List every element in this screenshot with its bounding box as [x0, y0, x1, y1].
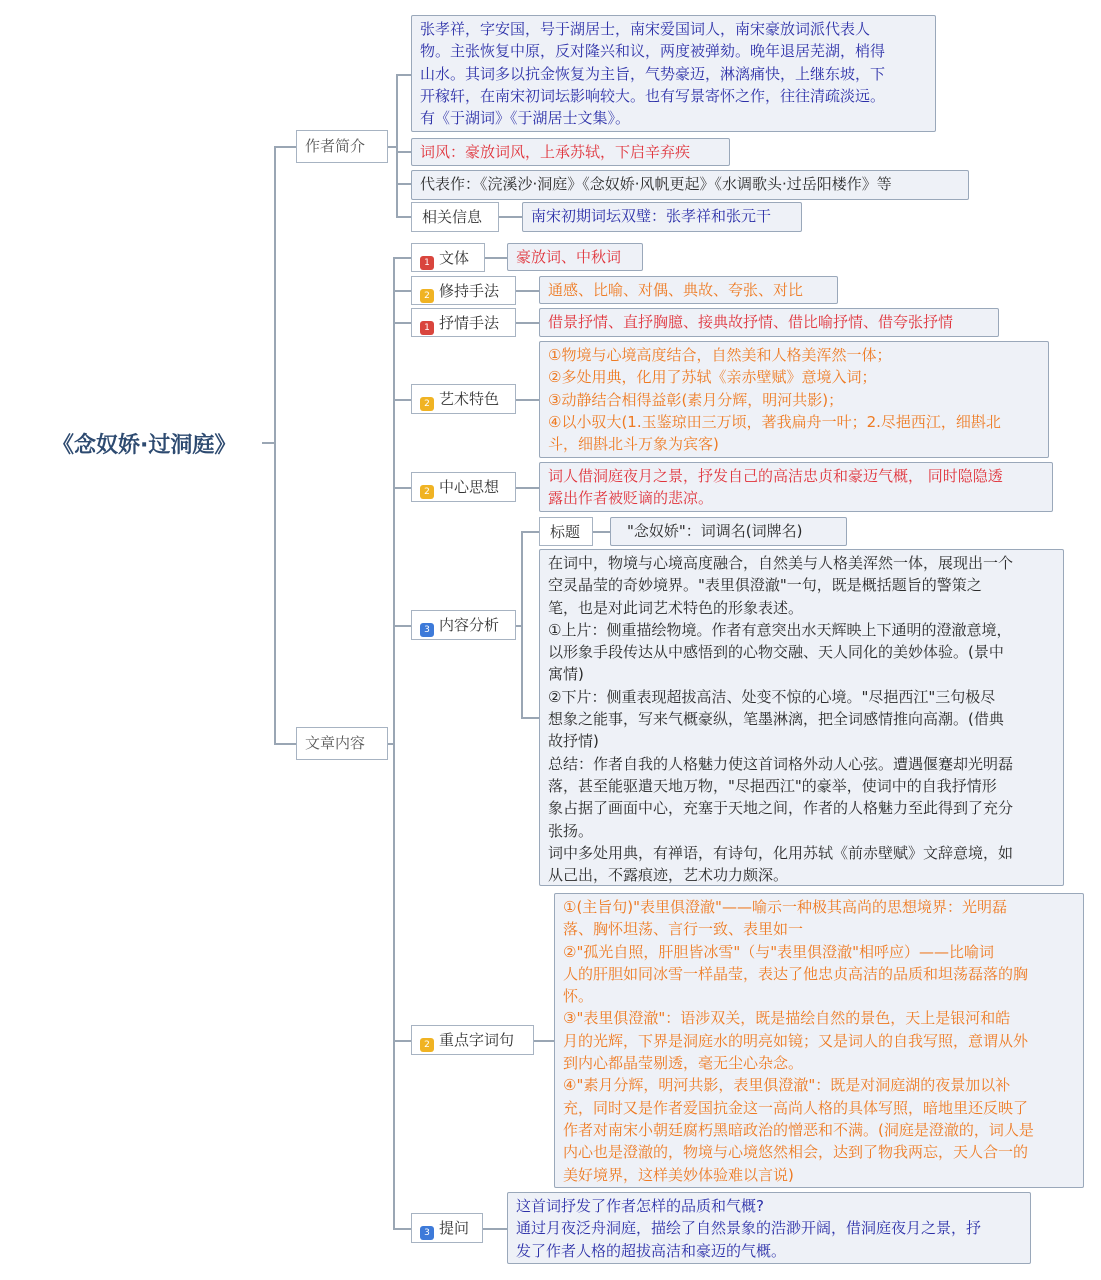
- topic-label: 文章内容: [305, 734, 366, 752]
- text-line: ④以小驭大(1.玉鉴琼田三万顷，著我扁舟一叶；2.尽挹西江，细斟北: [548, 412, 1001, 431]
- text-line: 到内心都晶莹剔透，毫无尘心杂念。: [563, 1054, 804, 1073]
- connector: [516, 399, 539, 401]
- text-line: "念奴娇"：词调名(词牌名): [627, 522, 803, 540]
- text-line: 月的光辉，下界是洞庭水的明亮如镜；又是词人的自我写照，意谓从外: [563, 1031, 1029, 1050]
- priority-3-icon: 3: [420, 623, 434, 637]
- connector: [516, 322, 539, 324]
- text-line: ②"孤光自照，肝胆皆冰雪"（与"表里俱澄澈"相呼应）——比喻词: [563, 942, 995, 961]
- topic-label: 中心思想: [439, 478, 500, 496]
- connector: [396, 74, 398, 217]
- connector: [396, 216, 411, 218]
- connector: [534, 1040, 554, 1042]
- topic-label: 修持手法: [439, 282, 500, 300]
- text-line: ①(主旨句)"表里俱澄澈"——喻示一种极其高尚的思想境界：光明磊: [563, 898, 1007, 916]
- text-line: 寓情): [548, 665, 584, 684]
- rhetoric-box[interactable]: [539, 276, 838, 304]
- text-line: 充，同时又是作者爱国抗金这一高尚人格的具体写照，暗地里还反映了: [563, 1098, 1029, 1117]
- text-line: 张扬。: [548, 821, 594, 840]
- connector: [274, 743, 296, 745]
- text-line: 内心也是澄澈的，物境与心境悠然相会，达到了物我两忘，天人合一的: [563, 1143, 1029, 1162]
- text-line: ④"素月分辉，明河共影，表里俱澄澈"：既是对洞庭湖的夜景加以补: [563, 1076, 1011, 1095]
- artistic-features-box[interactable]: [539, 341, 1049, 458]
- connector: [485, 257, 507, 259]
- topic-content-analysis[interactable]: [411, 610, 516, 640]
- text-line: 故抒情): [548, 732, 599, 751]
- central-idea-box[interactable]: [539, 462, 1053, 512]
- text-line: 从己出，不露痕迹，艺术功力颇深。: [548, 866, 789, 885]
- connector: [483, 1228, 507, 1230]
- topic-question[interactable]: [411, 1213, 483, 1243]
- topic-label: 相关信息: [422, 208, 483, 226]
- topic-article-content[interactable]: [296, 727, 388, 760]
- connector: [593, 531, 610, 533]
- connector: [262, 442, 274, 444]
- text-line: ①上片：侧重描绘物境。作者有意突出水天辉映上下通明的澄澈意境，: [548, 620, 1012, 639]
- connector: [396, 183, 411, 185]
- lyric-method-box[interactable]: [539, 308, 999, 337]
- text-line: 笔，也是对此词艺术特色的形象表述。: [548, 598, 804, 617]
- connector: [521, 531, 539, 533]
- connector: [516, 290, 539, 292]
- text-line: 作者对南宋小朝廷腐朽黑暗政治的憎恶和不满。(洞庭是澄澈的，词人是: [563, 1120, 1034, 1139]
- text-line: 代表作：《浣溪沙·洞庭》《念奴娇·风帆更起》《水调歌头·过岳阳楼作》等: [420, 175, 892, 193]
- topic-title[interactable]: [539, 517, 593, 546]
- priority-2-icon: 2: [420, 397, 434, 411]
- connector: [393, 1040, 411, 1042]
- text-line: 借景抒情、直抒胸臆、接典故抒情、借比喻抒情、借夸张抒情: [548, 313, 954, 331]
- text-line: ③动静结合相得益彰(素月分辉，明河共影)；: [548, 390, 844, 409]
- priority-3-icon: 3: [420, 1226, 434, 1240]
- connector: [393, 322, 411, 324]
- author-bio-box[interactable]: [411, 15, 936, 132]
- connector: [274, 146, 296, 148]
- topic-central-idea[interactable]: [411, 472, 516, 502]
- connector: [521, 531, 523, 718]
- connector: [499, 216, 522, 218]
- text-line: 斗，细斟北斗万象为宾客): [548, 435, 719, 454]
- text-line: ③"表里俱澄澈"：语涉双关，既是描绘自然的景色，天上是银河和皓: [563, 1009, 1011, 1028]
- connector: [396, 74, 411, 76]
- author-style-box[interactable]: [411, 138, 730, 166]
- priority-2-icon: 2: [420, 1038, 434, 1052]
- text-line: 以形象手段传达从中感悟到的心物交融、天人同化的美妙体验。(景中: [548, 643, 1004, 662]
- text-line: 南宋初期词坛双璧：张孝祥和张元干: [531, 207, 772, 225]
- priority-2-icon: 2: [420, 289, 434, 303]
- connector: [393, 257, 411, 259]
- connector: [393, 487, 411, 489]
- connector: [393, 625, 411, 627]
- text-line: 人的肝胆如同冰雪一样晶莹，表达了他忠贞高洁的品质和坦荡磊落的胸: [563, 964, 1029, 983]
- topic-label: 文体: [439, 249, 470, 267]
- text-line: 这首词抒发了作者怎样的品质和气概?: [516, 1197, 764, 1215]
- topic-label: 艺术特色: [439, 390, 500, 408]
- connector: [396, 151, 411, 153]
- connector: [393, 257, 395, 1229]
- text-line: 词中多处用典，有禅语，有诗句，化用苏轼《前赤壁赋》文辞意境，如: [548, 843, 1014, 862]
- text-line: 落、胸怀坦荡、言行一致、表里如一: [563, 920, 804, 939]
- priority-1-icon: 1: [420, 321, 434, 335]
- text-line: 怀。: [563, 987, 594, 1006]
- root-topic-title[interactable]: 《念奴娇·过洞庭》: [52, 433, 237, 458]
- priority-1-icon: 1: [420, 256, 434, 270]
- text-line: 在词中，物境与心境高度融合，自然美与人格美浑然一体，展现出一个: [548, 554, 1014, 572]
- text-line: 露出作者被贬谪的悲凉。: [548, 489, 714, 508]
- text-line: 有《于湖词》《于湖居士文集》。: [420, 109, 631, 128]
- text-line: 山水。其词多以抗金恢复为主旨，气势豪迈，淋漓痛快，上继东坡，下: [420, 64, 886, 83]
- priority-2-icon: 2: [420, 485, 434, 499]
- topic-label: 作者简介: [305, 137, 366, 155]
- text-line: ①物境与心境高度结合，自然美和人格美浑然一体；: [548, 346, 892, 364]
- text-line: 发了作者人格的超拔高洁和豪迈的气概。: [516, 1241, 787, 1260]
- text-line: 物。主张恢复中原，反对隆兴和议，两度被弹劾。晚年退居芜湖，梢得: [420, 42, 886, 61]
- title-value-box[interactable]: [610, 517, 847, 546]
- key-phrases-box[interactable]: [554, 893, 1084, 1188]
- topic-label: 标题: [550, 523, 581, 541]
- topic-genre[interactable]: [411, 243, 485, 272]
- topic-lyric-method[interactable]: [411, 308, 516, 337]
- text-line: 豪放词、中秋词: [516, 248, 622, 266]
- text-line: 象占据了画面中心，充塞于天地之间，作者的人格魅力至此得到了充分: [548, 799, 1014, 818]
- topic-rhetoric[interactable]: [411, 276, 516, 305]
- related-info-box[interactable]: [522, 202, 802, 232]
- connector: [521, 717, 539, 719]
- topic-label: 提问: [439, 1219, 470, 1237]
- connector: [393, 290, 411, 292]
- text-line: 通过月夜泛舟洞庭，描绘了自然景象的浩渺开阔，借洞庭夜月之景，抒: [516, 1219, 982, 1238]
- topic-author-intro[interactable]: [296, 130, 388, 163]
- text-line: 落，甚至能驱遣天地万物，"尽挹西江"的豪举，使词中的自我抒情形: [548, 776, 997, 795]
- content-analysis-box[interactable]: [539, 549, 1064, 886]
- text-line: ②多处用典，化用了苏轼《亲赤壁赋》意境入词；: [548, 368, 877, 387]
- text-line: 张孝祥，字安国，号于湖居士，南宋爱国词人，南宋豪放词派代表人: [420, 20, 871, 38]
- connector: [393, 1228, 411, 1230]
- text-line: 想象之能事，写来气概豪纵，笔墨淋漓，把全词感情推向高潮。(借典: [548, 710, 1004, 729]
- text-line: 空灵晶莹的奇妙境界。"表里俱澄澈"一句，既是概括题旨的警策之: [548, 576, 982, 595]
- topic-label: 重点字词句: [439, 1031, 515, 1049]
- genre-box[interactable]: [507, 243, 643, 271]
- connector: [516, 487, 539, 489]
- topic-key-phrases[interactable]: [411, 1025, 534, 1055]
- topic-label: 内容分析: [439, 616, 500, 634]
- text-line: 美好境界，这样美妙体验难以言说): [563, 1165, 794, 1184]
- text-line: 通感、比喻、对偶、典故、夸张、对比: [548, 281, 804, 299]
- connector: [393, 399, 411, 401]
- text-line: 词风：豪放词风，上承苏轼，下启辛弃疾: [420, 143, 691, 161]
- topic-related-info[interactable]: [411, 202, 499, 232]
- connector: [274, 146, 276, 744]
- text-line: 总结：作者自我的人格魅力使这首词格外动人心弦。遭遇偃蹇却光明磊: [548, 754, 1014, 773]
- topic-label: 抒情手法: [439, 314, 500, 332]
- question-box[interactable]: [507, 1192, 1031, 1264]
- text-line: ②下片：侧重表现超拔高洁、处变不惊的心境。"尽挹西江"三句极尽: [548, 687, 996, 706]
- text-line: 开稼轩，在南宋初词坛影响较大。也有写景寄怀之作，往往清疏淡远。: [420, 86, 886, 105]
- topic-artistic-features[interactable]: [411, 384, 516, 414]
- author-works-box[interactable]: [411, 170, 969, 200]
- text-line: 词人借洞庭夜月之景，抒发自己的高洁忠贞和豪迈气概， 同时隐隐透: [548, 467, 1003, 485]
